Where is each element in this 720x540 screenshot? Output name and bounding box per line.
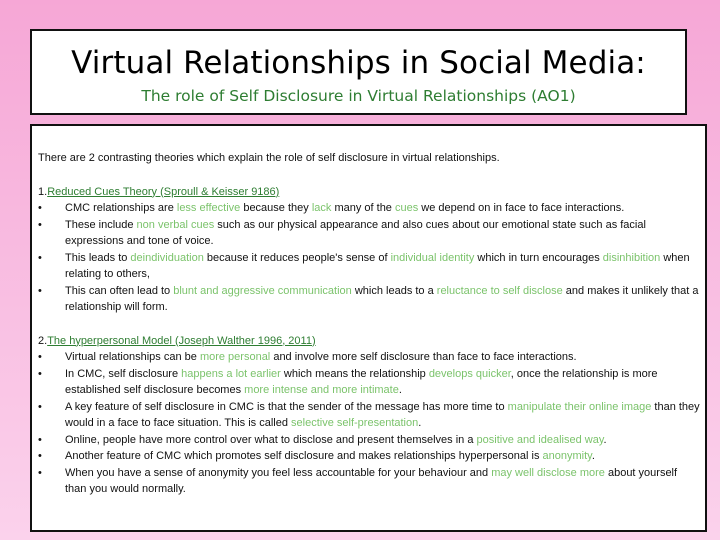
body-text: These include xyxy=(65,218,137,231)
bullet-icon: • xyxy=(38,218,42,231)
key-term: blunt and aggressive communication xyxy=(173,284,352,297)
key-term: deindividuation xyxy=(130,251,204,264)
body-text: . xyxy=(398,384,402,396)
body-text: . xyxy=(591,450,595,462)
page-subtitle: The role of Self Disclosure in Virtual Relationships (AO1) xyxy=(141,87,576,105)
list-item xyxy=(38,432,701,449)
key-term: non verbal cues xyxy=(136,218,215,231)
body-text: CMC relationships are xyxy=(65,202,177,214)
body-text: and makes it unlikely that a relationship will form. xyxy=(65,284,699,313)
theories-list xyxy=(38,184,701,498)
bullet-icon: • xyxy=(38,351,42,363)
key-term: manipulate their online image xyxy=(507,400,652,413)
key-term: individual identity xyxy=(390,251,475,264)
list-item xyxy=(38,448,701,465)
list-item xyxy=(38,283,701,316)
body-text: Online, people have more control over what to disclose and present themselves in a xyxy=(65,433,477,446)
key-term: cues xyxy=(394,202,419,214)
key-term: selective self-presentation xyxy=(291,417,419,429)
body-text: when relating to others, xyxy=(65,251,690,280)
bullet-icon: • xyxy=(38,433,42,446)
body-text: A key feature of self disclosure in CMC is that the sender of the message has more time to xyxy=(65,400,508,413)
bullet-icon: • xyxy=(38,251,42,264)
key-term: reluctance to self disclose xyxy=(436,284,563,297)
key-term: lack xyxy=(311,202,332,214)
list-item xyxy=(38,200,701,217)
theory-title: The hyperpersonal Model (Joseph Walther 1996, 2011) xyxy=(47,334,316,347)
bullet-icon: • xyxy=(38,450,42,462)
theory-number: 1. xyxy=(38,185,48,198)
theory-points xyxy=(38,200,701,316)
bullet-icon: • xyxy=(38,466,42,479)
body-text: Virtual relationships can be xyxy=(65,351,200,363)
key-term: less effective xyxy=(176,202,241,214)
key-term: more personal xyxy=(199,351,271,363)
body-text: which in turn encourages xyxy=(474,251,603,264)
content-box xyxy=(30,124,707,532)
key-term: positive and idealised way xyxy=(476,433,604,446)
list-item xyxy=(38,217,701,250)
intro-text: There are 2 contrasting theories which explain the role of self disclosure in virtual relationships. xyxy=(38,152,500,164)
body-text: which means the relationship xyxy=(280,367,429,380)
body-text: Another feature of CMC which promotes self disclosure and makes relationships hyperpersonal is xyxy=(65,450,543,462)
key-term: happens a lot earlier xyxy=(181,367,281,380)
theory-number: 2. xyxy=(38,334,48,347)
key-term: anonymity xyxy=(542,450,592,462)
body-text: In CMC, self disclosure xyxy=(65,367,182,380)
body-text: we depend on in face to face interactions. xyxy=(418,202,625,214)
theory-title: Reduced Cues Theory (Sproull & Keisser 9186) xyxy=(47,185,280,198)
bullet-icon: • xyxy=(38,202,42,214)
body-text: This leads to xyxy=(65,251,131,264)
body-text: than they would in a face to face situation. This is called xyxy=(65,400,700,429)
body-text: When you have a sense of anonymity you feel less accountable for your behaviour and xyxy=(65,466,492,479)
key-term: may well disclose more xyxy=(491,466,605,479)
list-item xyxy=(38,250,701,283)
body-text: many of the xyxy=(331,202,395,214)
title-box xyxy=(30,29,687,115)
bullet-icon: • xyxy=(38,284,42,297)
body-text: such as our physical appearance and also cues about our emotional state such as facial expressions and tone of voice. xyxy=(65,218,646,247)
body-text: , once the relationship is more established self disclosure becomes xyxy=(65,367,658,396)
body-text: This can often lead to xyxy=(65,284,174,297)
body-text: which leads to a xyxy=(351,284,437,297)
theory-heading xyxy=(38,333,701,350)
list-item xyxy=(38,366,701,399)
list-item xyxy=(38,349,701,366)
theory-points xyxy=(38,349,701,498)
key-term: develops quicker xyxy=(428,367,511,380)
bullet-icon: • xyxy=(38,367,42,380)
key-term: more intense and more intimate xyxy=(244,384,399,396)
body-text: . xyxy=(603,433,607,446)
key-term: disinhibition xyxy=(602,251,661,264)
list-item xyxy=(38,465,701,498)
body-text: about yourself than you would normally. xyxy=(65,466,678,495)
body-text: and involve more self disclosure than face to face interactions. xyxy=(270,351,577,363)
body-text: because it reduces people's sense of xyxy=(203,251,391,264)
list-item xyxy=(38,399,701,432)
theory-heading xyxy=(38,184,701,201)
body-text: . xyxy=(418,417,422,429)
body-text: because they xyxy=(240,202,312,214)
page-title: Virtual Relationships in Social Media: xyxy=(71,45,646,81)
bullet-icon: • xyxy=(38,400,42,413)
